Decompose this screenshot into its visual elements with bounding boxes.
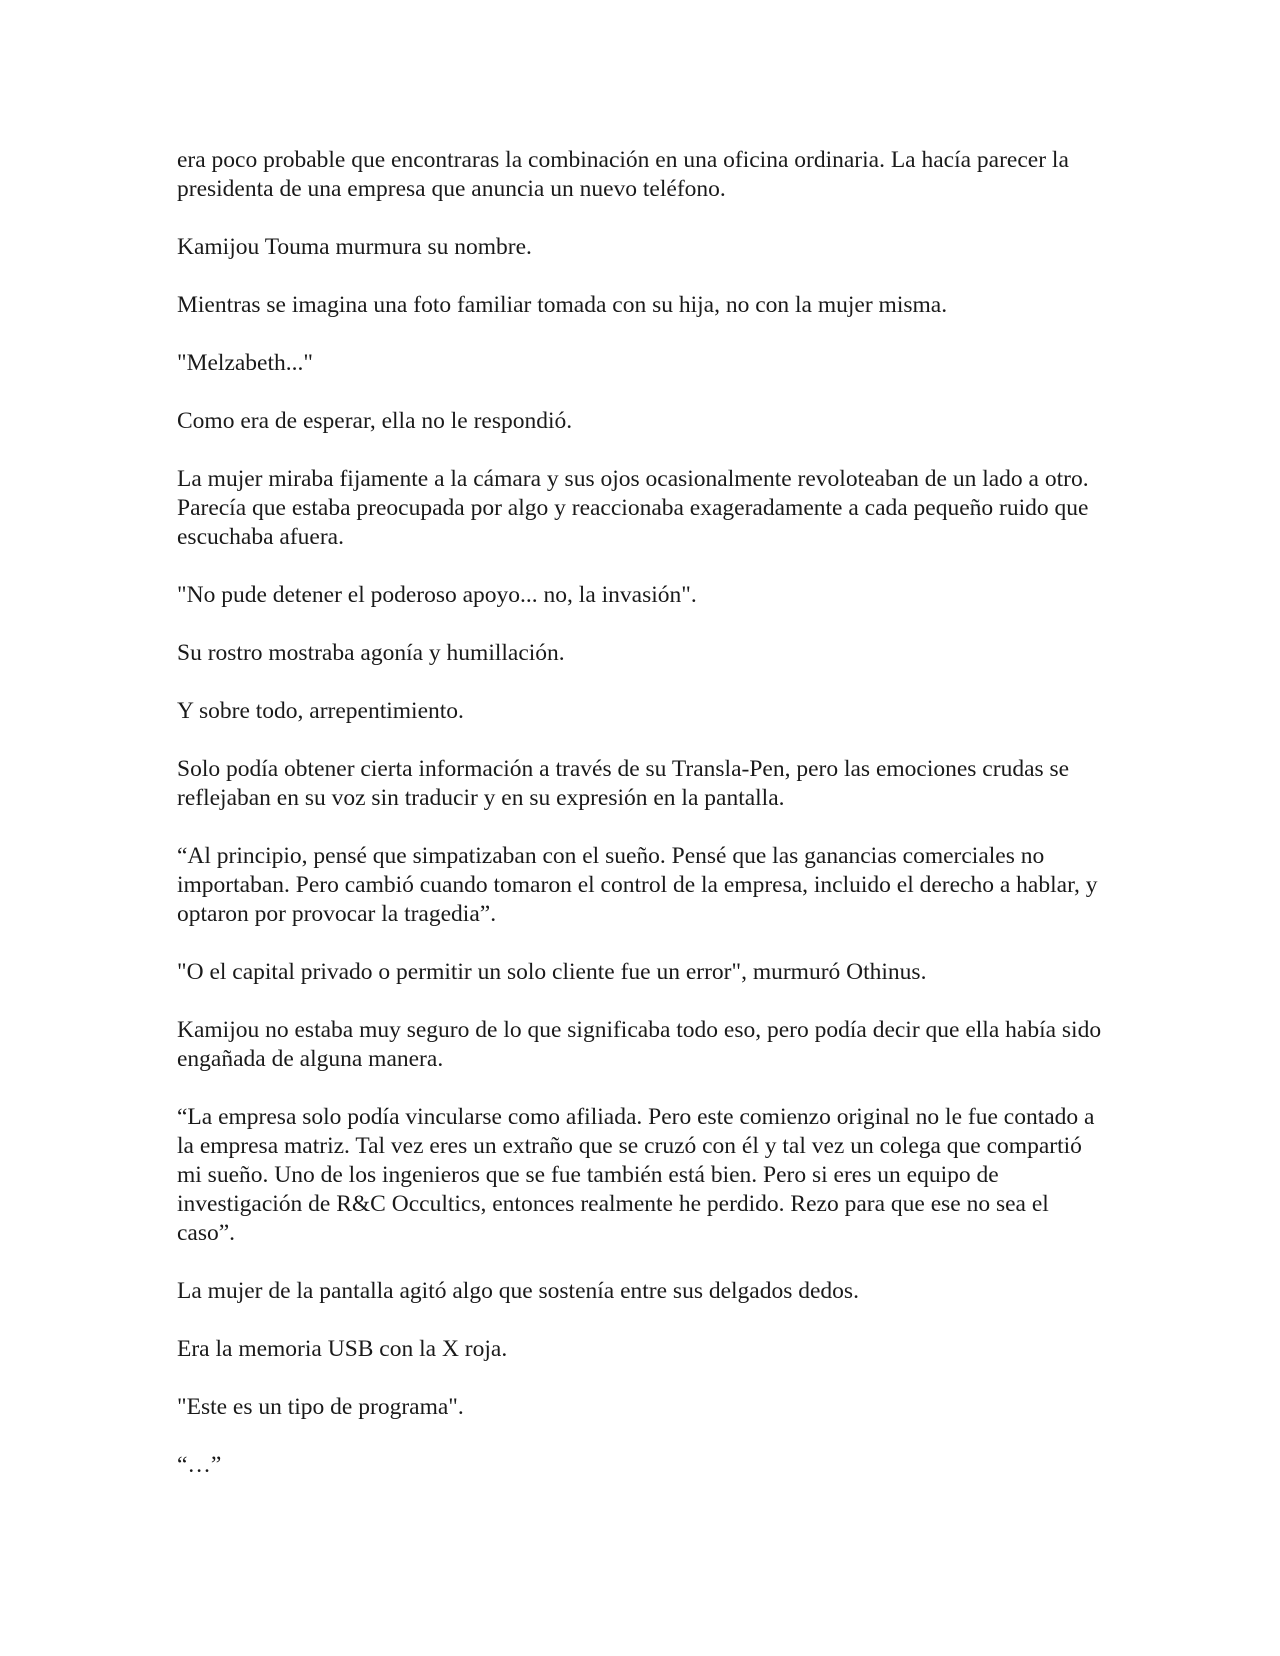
document-body: [177, 146, 1112, 1509]
paragraph: Mientras se imagina una foto familiar tomada con su hija, no con la mujer misma.: [177, 292, 948, 318]
paragraph: era poco probable que encontraras la combinación en una oficina ordinaria. La hacía parecer la presidenta de una empresa que anuncia un nuevo teléfono.: [177, 147, 1069, 202]
paragraph: “Al principio, pensé que simpatizaban con el sueño. Pensé que las ganancias comerciales no importaban. Pero cambió cuando tomaron el control de la empresa, incluido el derecho a hablar, y optaron por provocar la tragedia”.: [177, 843, 1098, 927]
paragraph: La mujer miraba fijamente a la cámara y sus ojos ocasionalmente revoloteaban de un lado a otro. Parecía que estaba preocupada por algo y reaccionaba exageradamente a cada pequeño ruido que escuchaba afuera.: [177, 466, 1089, 550]
paragraph: "O el capital privado o permitir un solo cliente fue un error", murmuró Othinus.: [177, 959, 927, 985]
paragraph: Kamijou Touma murmura su nombre.: [177, 234, 532, 260]
paragraph: Su rostro mostraba agonía y humillación.: [177, 640, 565, 666]
paragraph: Era la memoria USB con la X roja.: [177, 1336, 508, 1362]
paragraph: Como era de esperar, ella no le respondió.: [177, 408, 573, 434]
paragraph: La mujer de la pantalla agitó algo que sostenía entre sus delgados dedos.: [177, 1278, 859, 1304]
paragraph: “La empresa solo podía vincularse como afiliada. Pero este comienzo original no le fue contado a la empresa matriz. Tal vez eres un extraño que se cruzó con él y tal vez un colega que compartió mi sueño. Uno de los ingenieros que se fue también está bien. Pero si eres un equipo de investigación de R&C Occultics, entonces realmente he perdido. Rezo para que ese no sea el caso”.: [177, 1104, 1095, 1246]
paragraph: Kamijou no estaba muy seguro de lo que significaba todo eso, pero podía decir que ella había sido engañada de alguna manera.: [177, 1017, 1102, 1072]
paragraph: "Este es un tipo de programa".: [177, 1394, 464, 1420]
paragraph: Solo podía obtener cierta información a través de su Transla-Pen, pero las emociones crudas se reflejaban en su voz sin traducir y en su expresión en la pantalla.: [177, 756, 1070, 811]
paragraph: "Melzabeth...": [177, 350, 313, 376]
paragraph: Y sobre todo, arrepentimiento.: [177, 698, 464, 724]
paragraph: "No pude detener el poderoso apoyo... no, la invasión".: [177, 582, 697, 608]
paragraph: “…”: [177, 1452, 222, 1478]
